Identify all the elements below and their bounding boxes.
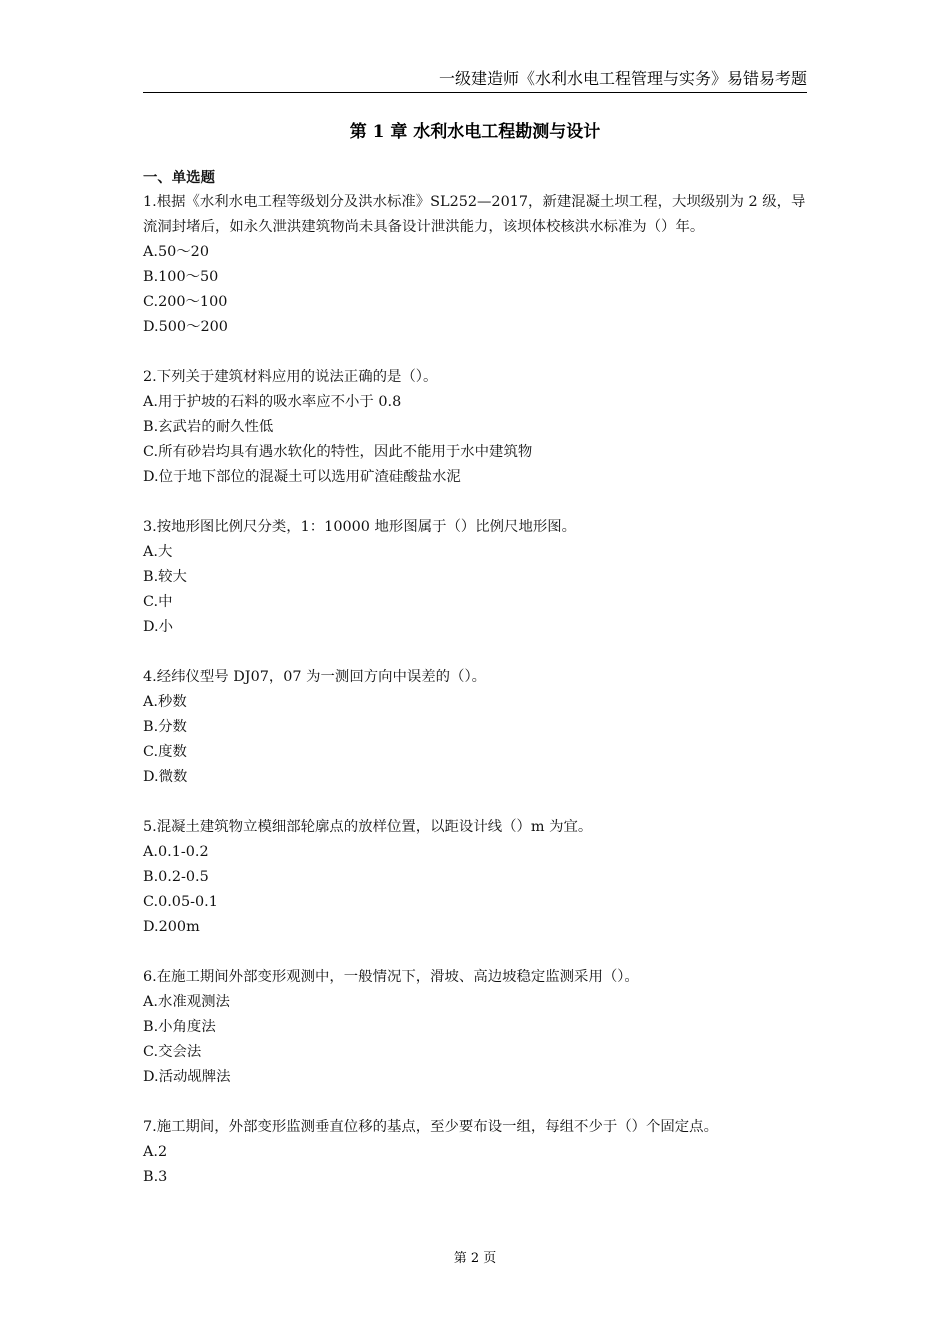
question-stem: 1.根据《水利水电工程等级划分及洪水标准》SL252—2017，新建混凝土坝工程，大坝级别为 2 级，导流洞封堵后，如永久泄洪建筑物尚未具备设计泄洪能力，该坝体校核洪水标准为（）年。 [143,194,806,235]
chapter-title: 第 1 章 水利水电工程勘测与设计 [349,122,601,142]
question-2 [143,365,813,490]
option-b: B.小角度法 [143,1019,216,1035]
question-stem: 2.下列关于建筑材料应用的说法正确的是（）。 [143,369,438,385]
question-stem: 4.经纬仪型号 DJ07，07 为一测回方向中误差的（）。 [143,669,487,685]
option-d: D.500～200 [143,319,228,335]
option-a: A.用于护坡的石料的吸水率应不小于 0.8 [143,394,402,410]
section-title: 一、单选题 [143,169,215,186]
option-a: A.0.1-0.2 [143,844,209,860]
question-1 [143,190,813,340]
option-d: D.小 [143,619,173,635]
question-4 [143,665,813,790]
option-a: A.大 [143,544,173,560]
running-header [143,62,807,93]
option-a: A.秒数 [143,694,187,710]
option-c: C.0.05-0.1 [143,894,218,910]
question-list [143,165,813,1215]
question-stem: 7.施工期间，外部变形监测垂直位移的基点，至少要布设一组，每组不少于（）个固定点。 [143,1119,718,1135]
question-stem: 3.按地形图比例尺分类，1：10000 地形图属于（）比例尺地形图。 [143,519,577,535]
option-d: D.位于地下部位的混凝土可以选用矿渣硅酸盐水泥 [143,469,461,485]
option-b: B.玄武岩的耐久性低 [143,419,274,435]
option-d: D.微数 [143,769,188,785]
option-d: D.200m [143,919,200,935]
option-a: A.50～20 [143,244,209,260]
option-c: C.交会法 [143,1044,202,1060]
question-6 [143,965,813,1090]
option-c: C.所有砂岩均具有遇水软化的特性，因此不能用于水中建筑物 [143,444,533,460]
option-b: B.分数 [143,719,187,735]
option-c: C.200～100 [143,294,228,310]
question-stem: 5.混凝土建筑物立模细部轮廓点的放样位置，以距设计线（）m 为宜。 [143,819,593,835]
option-d: D.活动觇牌法 [143,1069,231,1085]
option-b: B.较大 [143,569,187,585]
option-c: C.中 [143,594,173,610]
question-3 [143,515,813,640]
option-a: A.水准观测法 [143,994,230,1010]
option-b: B.100～50 [143,269,219,285]
header-title: 一级建造师《水利水电工程管理与实务》易错易考题 [438,69,807,88]
option-c: C.度数 [143,744,187,760]
option-b: B.3 [143,1169,168,1185]
question-stem: 6.在施工期间外部变形观测中，一般情况下，滑坡、高边坡稳定监测采用（）。 [143,969,639,985]
question-7 [143,1115,813,1190]
option-a: A.2 [143,1144,168,1160]
question-5 [143,815,813,940]
page-number: 第 2 页 [453,1251,497,1266]
option-b: B.0.2-0.5 [143,869,209,885]
